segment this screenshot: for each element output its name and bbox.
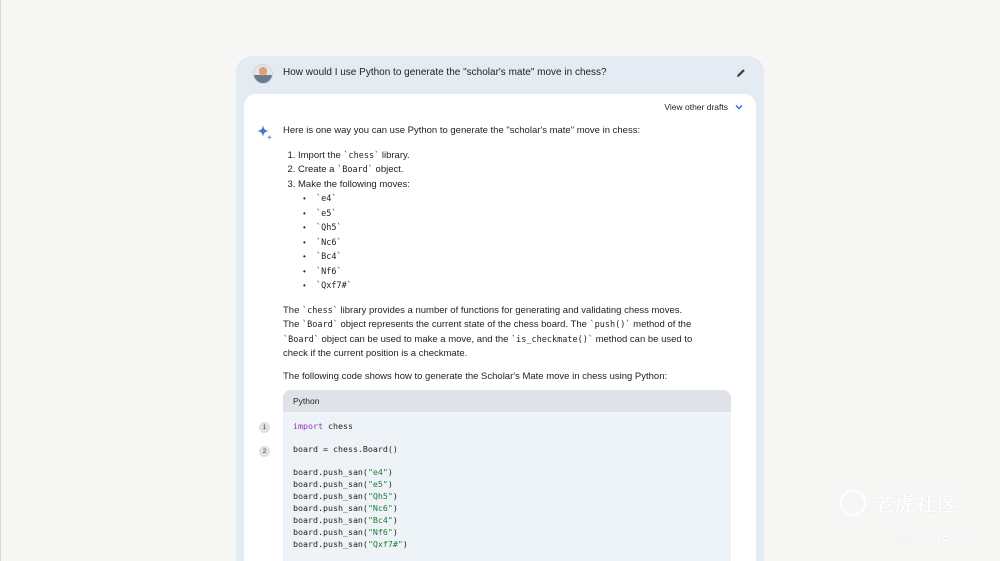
sparkle-icon: [256, 124, 274, 142]
code-text: ): [392, 515, 398, 525]
code-text: chess: [322, 421, 353, 431]
code-intro-paragraph: The following code shows how to generate the Scholar's Mate move in chess using Python:: [283, 370, 668, 382]
list-item: [314, 265, 733, 280]
paragraph-text: The: [283, 304, 303, 316]
code-line: [293, 514, 721, 526]
response-content: [283, 124, 733, 384]
code-text: ): [402, 539, 408, 549]
inline-code: `Board`: [302, 320, 338, 330]
code-string: "Bc4": [367, 515, 393, 525]
code-line: [293, 526, 721, 538]
inline-code: `is_checkmate()`: [511, 334, 593, 345]
code-line: [293, 538, 721, 550]
inline-code: `Board`: [337, 165, 373, 175]
paragraph-text: method can be used to: [592, 333, 693, 345]
code-text: board.push_san(: [293, 479, 368, 489]
code-text: ): [387, 479, 393, 489]
watermark-handle: @DoNews: [896, 528, 968, 545]
list-item: [314, 192, 733, 207]
code-text: ): [392, 527, 398, 537]
inline-code: `chess`: [343, 150, 380, 161]
code-keyword: import: [293, 421, 323, 431]
source-badge[interactable]: 2: [259, 446, 270, 457]
list-item: [298, 149, 733, 164]
code-block: [283, 390, 731, 561]
step-text: Import the: [298, 149, 344, 161]
paragraph-text: library provides a number of functions for generating and validating chess moves.: [337, 304, 683, 316]
chevron-down-icon: [734, 102, 744, 112]
code-line: [293, 420, 721, 432]
view-other-drafts-label: View other drafts: [664, 102, 728, 112]
code-string: "e4": [367, 467, 388, 477]
watermark-logo-icon: [840, 490, 866, 516]
inline-code: `chess`: [302, 305, 338, 316]
code-language-label: Python: [283, 390, 731, 412]
paragraph-text: object can be used to make a move, and the: [318, 333, 512, 345]
inline-code: `Qh5`: [316, 223, 342, 233]
list-item: [314, 221, 733, 236]
inline-code: `Nc6`: [316, 237, 342, 248]
code-text: ): [387, 467, 393, 477]
code-string: "Qh5": [367, 491, 393, 501]
watermark-logo: [840, 488, 958, 517]
prompt-text: How would I use Python to generate the "scholar's mate" move in chess?: [283, 67, 607, 78]
paragraph-text: The: [283, 319, 303, 330]
response-panel: [244, 94, 756, 561]
step-text: Create a: [298, 164, 338, 175]
paragraph-text: check if the current position is a checkmate.: [283, 348, 468, 359]
view-other-drafts-button[interactable]: [664, 102, 744, 112]
code-line: [293, 502, 721, 514]
code-text: ): [392, 491, 398, 501]
code-string: "e5": [367, 479, 388, 489]
list-item: [314, 236, 733, 251]
step-text: library.: [379, 149, 410, 161]
code-line: board = chess.Board(): [293, 444, 398, 454]
conversation-card: [236, 56, 764, 561]
code-text: ): [392, 503, 398, 513]
explanation-paragraph: [283, 304, 733, 362]
inline-code: `Qxf7#`: [316, 281, 352, 291]
watermark-brand: 老虎社区: [874, 494, 958, 516]
inline-code: `Board`: [283, 334, 319, 345]
list-item: [314, 207, 733, 222]
code-string: "Qxf7#": [367, 539, 403, 549]
code-line: [293, 490, 721, 502]
pencil-icon[interactable]: [735, 67, 747, 79]
code-string: "Nf6": [367, 527, 393, 537]
prompt-row: [236, 56, 764, 92]
code-text: board.push_san(: [293, 539, 368, 549]
paragraph-text: method of the: [630, 319, 692, 330]
inline-code: `Nf6`: [316, 266, 342, 277]
window-edge: [0, 0, 1, 561]
code-text: board.push_san(: [293, 527, 368, 537]
code-text: board.push_san(: [293, 467, 368, 477]
moves-list: [298, 192, 733, 294]
code-text: board.push_san(: [293, 503, 368, 513]
inline-code: `e5`: [316, 208, 337, 219]
code-text: board.push_san(: [293, 515, 368, 525]
steps-list: [283, 149, 733, 294]
code-line: [293, 466, 721, 478]
step-text: object.: [372, 164, 404, 175]
user-avatar: [253, 64, 273, 84]
code-body[interactable]: [283, 412, 731, 558]
inline-code: `e4`: [316, 194, 337, 204]
source-badge[interactable]: 1: [259, 422, 270, 433]
code-text: board.push_san(: [293, 491, 368, 501]
response-intro: Here is one way you can use Python to generate the "scholar's mate" move in chess:: [283, 125, 641, 136]
code-line: [293, 478, 721, 490]
inline-code: `push()`: [589, 320, 631, 330]
code-string: "Nc6": [367, 503, 393, 513]
list-item: [314, 250, 733, 265]
list-item: [314, 279, 733, 294]
list-item: [298, 178, 733, 294]
list-item: [298, 163, 733, 178]
step-text: Make the following moves:: [298, 178, 410, 190]
paragraph-text: object represents the current state of the chess board. The: [337, 319, 590, 330]
inline-code: `Bc4`: [316, 252, 342, 262]
